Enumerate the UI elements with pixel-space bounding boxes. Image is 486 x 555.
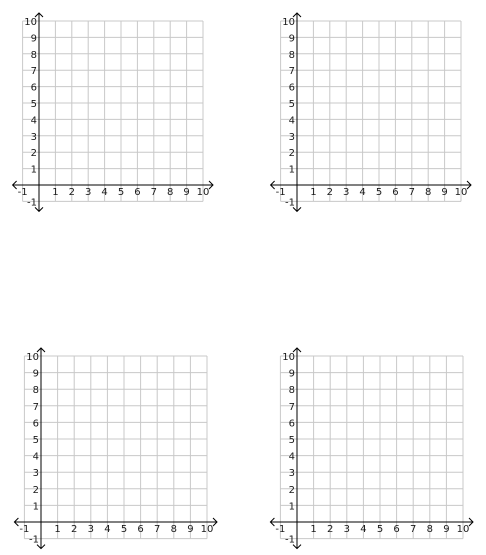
x-tick-label: -1 <box>275 524 286 535</box>
y-tick-label: 9 <box>288 33 295 45</box>
y-tick-label: 10 <box>26 352 39 363</box>
x-tick-label: 10 <box>196 187 210 198</box>
y-tick-label: 7 <box>288 66 295 78</box>
x-tick-label: 3 <box>87 524 94 535</box>
x-tick-label: 9 <box>441 187 448 198</box>
x-tick-label: 2 <box>327 524 334 535</box>
y-tick-label: 7 <box>30 66 37 78</box>
x-tick-label: 8 <box>426 524 433 535</box>
x-tick-label: 4 <box>360 524 367 535</box>
y-tick-label: 6 <box>288 82 295 94</box>
x-tick-label: 6 <box>392 187 399 198</box>
y-tick-label: 9 <box>30 33 37 45</box>
x-tick-label: 10 <box>454 187 468 198</box>
y-tick-label: 5 <box>288 435 295 446</box>
y-tick-label: 2 <box>32 484 39 496</box>
x-tick-label: 1 <box>310 524 317 535</box>
x-tick-label: 7 <box>150 187 157 198</box>
y-tick-label: 3 <box>30 131 37 143</box>
y-tick-label: 6 <box>288 418 295 430</box>
x-tick-label: 9 <box>187 524 194 535</box>
y-tick-label: 5 <box>288 99 295 110</box>
y-tick-label: 2 <box>30 148 37 160</box>
y-tick-label: -1 <box>27 197 37 209</box>
y-tick-label: 10 <box>282 17 295 28</box>
y-tick-label: 5 <box>30 99 37 110</box>
y-tick-label: 2 <box>288 484 295 496</box>
y-tick-label: 6 <box>32 418 39 430</box>
y-tick-label: 3 <box>288 468 295 480</box>
coordinate-plane-1 <box>13 13 213 211</box>
y-tick-label: 1 <box>288 164 295 176</box>
y-tick-label: -1 <box>285 534 295 546</box>
x-tick-label: 10 <box>456 524 470 535</box>
y-tick-label: 1 <box>32 501 39 513</box>
y-tick-label: 5 <box>32 435 39 446</box>
y-tick-label: -1 <box>29 534 39 546</box>
y-tick-label: 1 <box>288 501 295 513</box>
y-tick-label: 4 <box>32 451 39 463</box>
y-tick-label: 8 <box>288 49 295 61</box>
y-tick-label: 9 <box>32 368 39 380</box>
x-tick-label: 4 <box>359 187 366 198</box>
x-tick-label: 8 <box>425 187 432 198</box>
x-tick-label: 3 <box>343 187 350 198</box>
y-tick-label: 4 <box>288 115 295 127</box>
x-tick-label: 7 <box>154 524 161 535</box>
x-tick-label: 1 <box>310 187 317 198</box>
y-tick-label: 9 <box>288 368 295 380</box>
y-tick-label: 10 <box>24 17 37 28</box>
coordinate-plane-4 <box>270 348 473 549</box>
x-tick-label: 5 <box>120 524 128 535</box>
y-tick-label: 8 <box>288 385 295 397</box>
x-tick-label: -1 <box>17 187 28 198</box>
x-tick-label: 6 <box>393 524 400 535</box>
x-tick-label: 7 <box>408 187 415 198</box>
y-tick-label: 4 <box>288 451 295 463</box>
y-tick-label: -1 <box>285 197 295 209</box>
y-tick-label: 1 <box>30 164 37 176</box>
x-tick-label: 1 <box>52 187 59 198</box>
x-tick-label: 9 <box>183 187 190 198</box>
x-tick-label: 6 <box>134 187 141 198</box>
y-tick-label: 7 <box>32 401 39 413</box>
x-tick-label: 3 <box>343 524 350 535</box>
x-tick-label: 2 <box>68 187 75 198</box>
y-tick-label: 10 <box>282 352 295 363</box>
y-tick-label: 3 <box>32 468 39 480</box>
y-tick-label: 3 <box>288 131 295 143</box>
x-tick-label: 8 <box>170 524 177 535</box>
y-tick-label: 7 <box>288 401 295 413</box>
x-tick-label: 4 <box>104 524 111 535</box>
x-tick-label: 5 <box>376 524 384 535</box>
y-tick-label: 4 <box>30 115 37 127</box>
coordinate-plane-3 <box>14 348 217 549</box>
x-tick-label: 3 <box>85 187 92 198</box>
x-tick-label: 6 <box>137 524 144 535</box>
x-tick-label: 7 <box>410 524 417 535</box>
x-tick-label: 2 <box>326 187 333 198</box>
x-tick-label: 5 <box>117 187 125 198</box>
y-tick-label: 2 <box>288 148 295 160</box>
x-tick-label: 5 <box>375 187 383 198</box>
y-tick-label: 6 <box>30 82 37 94</box>
x-tick-label: 8 <box>167 187 174 198</box>
x-tick-label: 2 <box>71 524 78 535</box>
x-tick-label: -1 <box>19 524 30 535</box>
x-tick-label: 9 <box>443 524 450 535</box>
x-tick-label: -1 <box>275 187 286 198</box>
coordinate-plane-2 <box>271 13 471 211</box>
x-tick-label: 1 <box>54 524 61 535</box>
y-tick-label: 8 <box>30 49 37 61</box>
y-tick-label: 8 <box>32 385 39 397</box>
x-tick-label: 4 <box>101 187 108 198</box>
x-tick-label: 10 <box>200 524 214 535</box>
